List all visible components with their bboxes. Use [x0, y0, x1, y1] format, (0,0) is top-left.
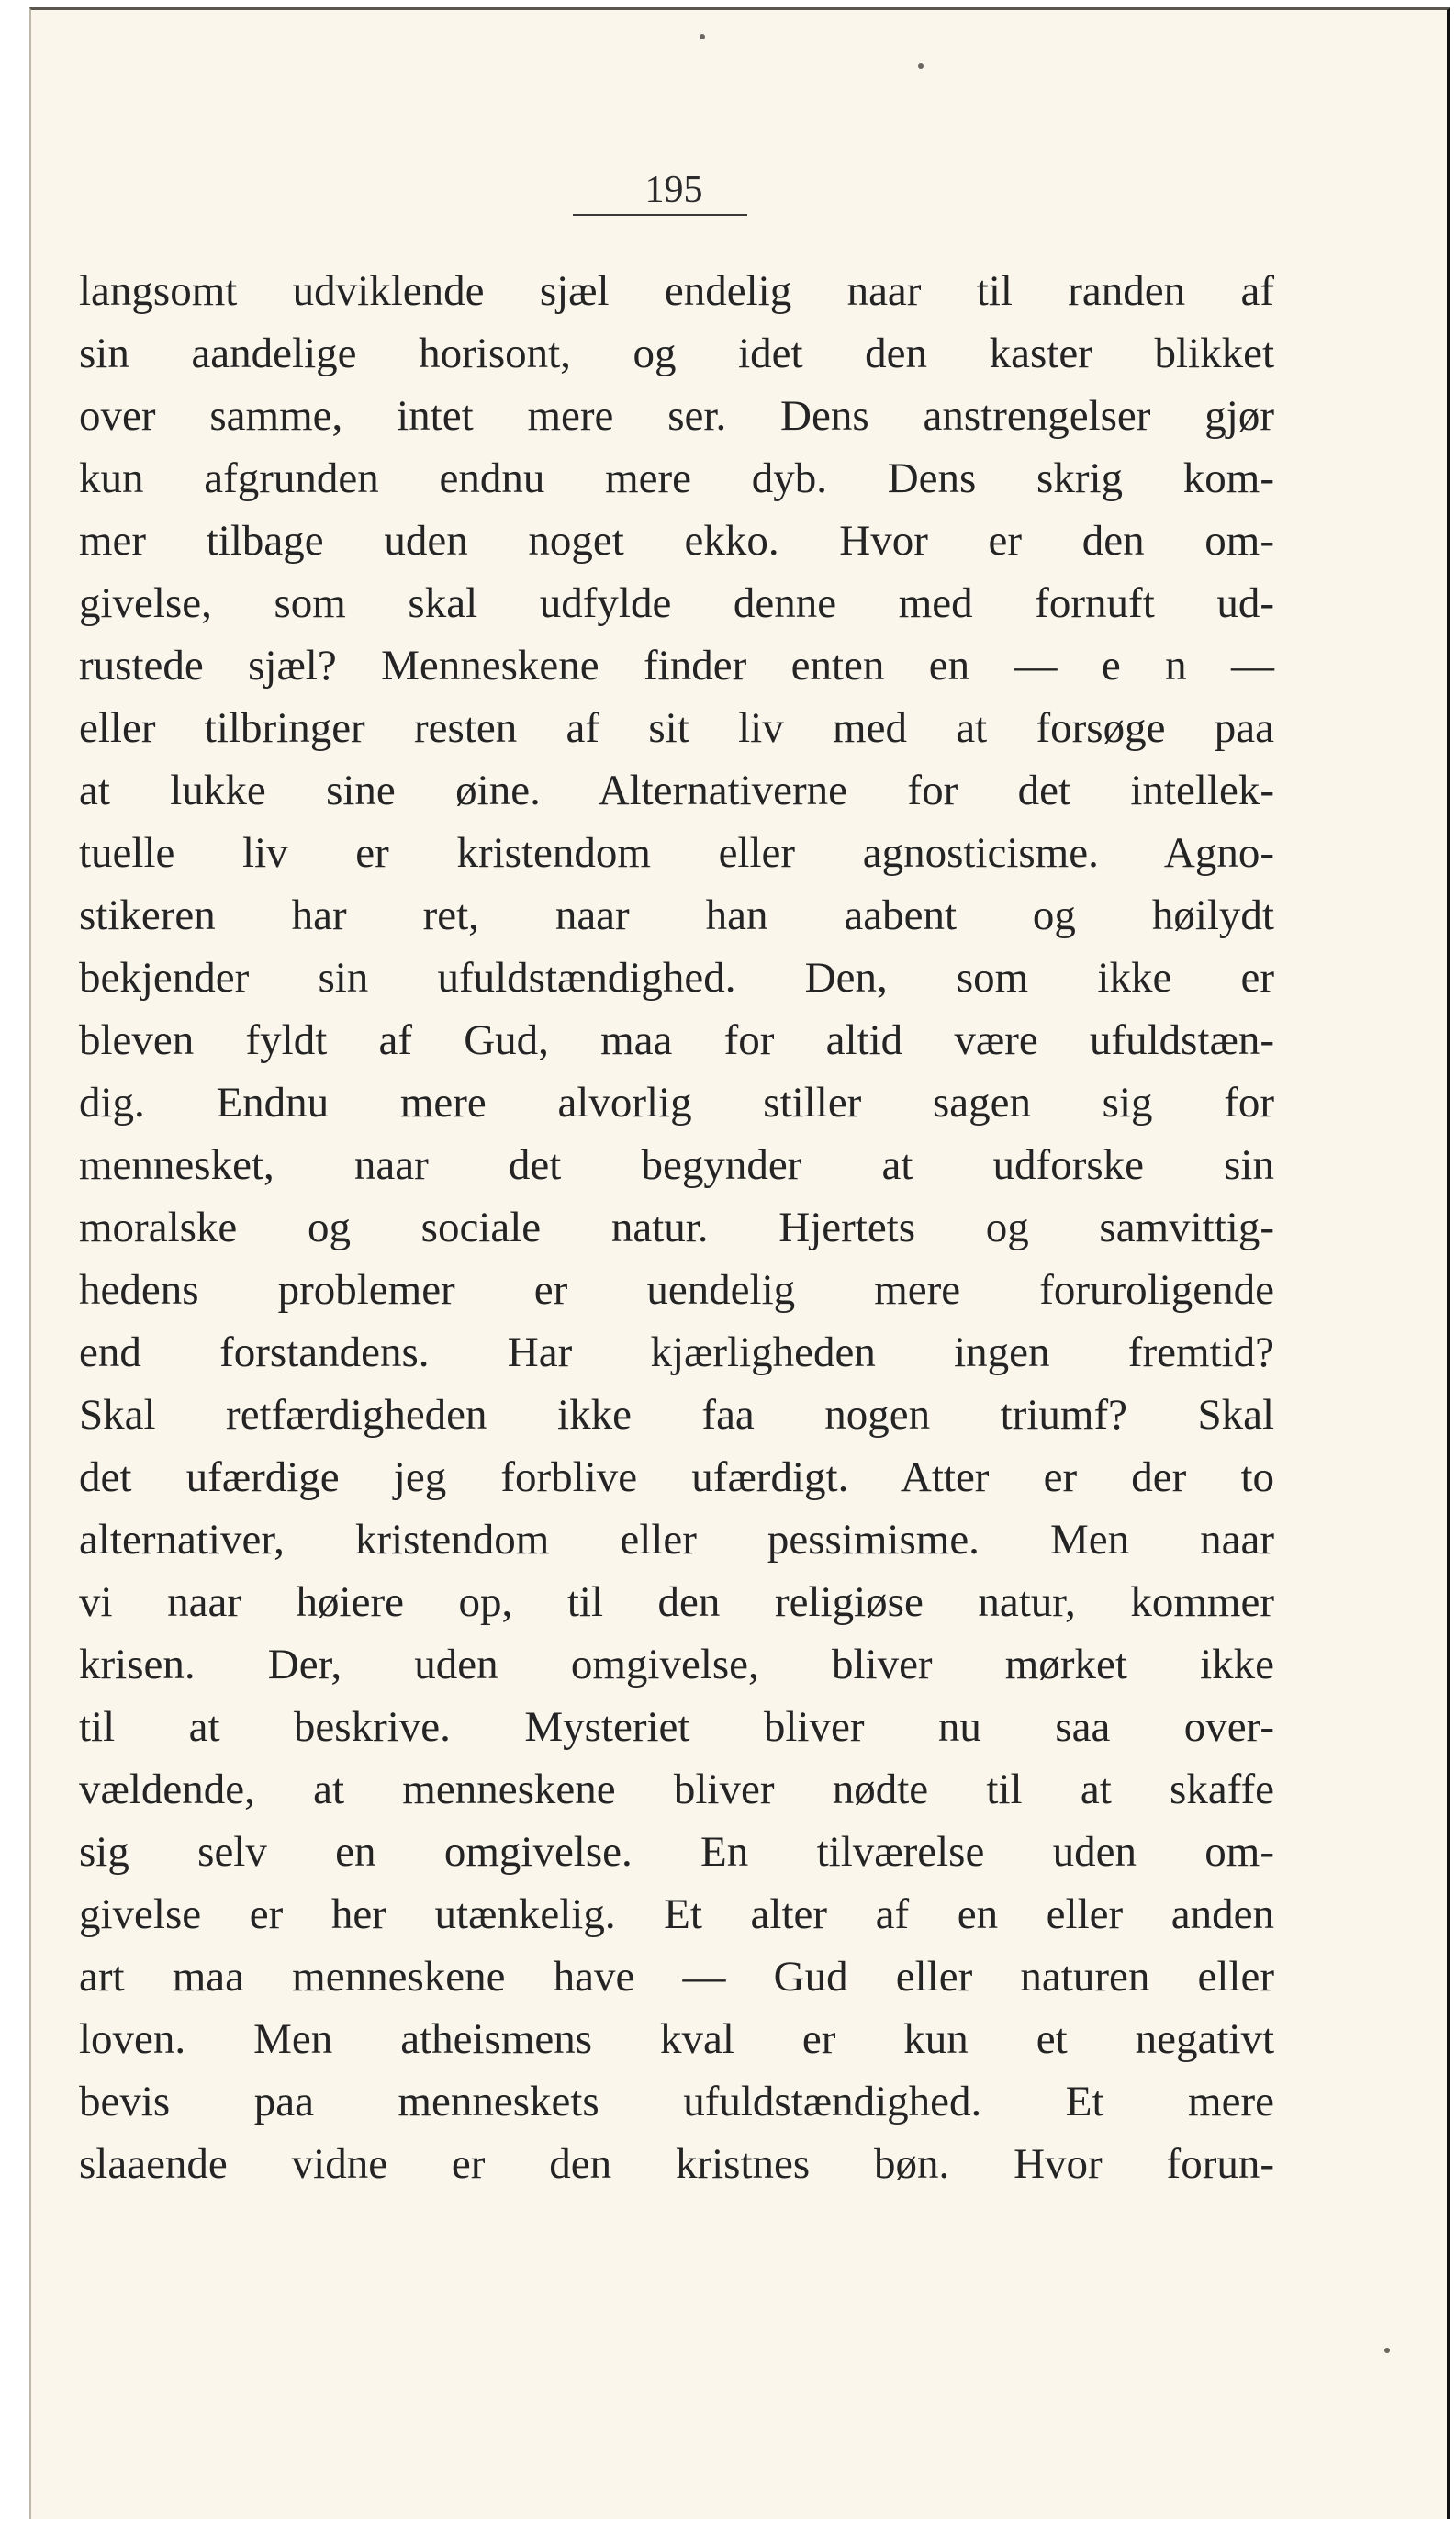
text-line: givelse er her utænkelig. Et alter af en eller anden — [79, 1890, 1274, 1938]
text-line: bevis paa menneskets ufuldstændighed. Et mere — [79, 2078, 1274, 2125]
text-line: givelse, som skal udfylde denne med fornuft ud- — [79, 579, 1274, 627]
text-line: kun afgrunden endnu mere dyb. Dens skrig kom- — [79, 454, 1274, 502]
text-line: krisen. Der, uden omgivelse, bliver mørket ikke — [79, 1641, 1274, 1688]
text-line: rustede sjæl? Menneskene finder enten en — e n — — [79, 642, 1274, 690]
text-line: bleven fyldt af Gud, maa for altid være ufuldstæn- — [79, 1016, 1274, 1064]
text-line: slaaende vidne er den kristnes bøn. Hvor forun- — [79, 2140, 1274, 2188]
text-line: vældende, at menneskene bliver nødte til at skaffe — [79, 1766, 1274, 1813]
text-line: moralske og sociale natur. Hjertets og samvittig- — [79, 1204, 1274, 1251]
paper-speck — [700, 34, 705, 39]
paper-speck — [1384, 2348, 1390, 2353]
text-line: at lukke sine øine. Alternativerne for det intellek- — [79, 767, 1274, 814]
page-number: 195 — [644, 169, 703, 211]
text-line: hedens problemer er uendelig mere foruroligende — [79, 1266, 1274, 1314]
text-line: bekjender sin ufuldstændighed. Den, som ikke er — [79, 954, 1274, 1002]
page-number-underline — [573, 214, 747, 216]
text-line: over samme, intet mere ser. Dens anstrengelser gjør — [79, 392, 1274, 440]
text-line: loven. Men atheismens kval er kun et negativt — [79, 2015, 1274, 2063]
text-line: langsomt udviklende sjæl endelig naar til randen af — [79, 267, 1274, 315]
text-line: eller tilbringer resten af sit liv med at forsøge paa — [79, 704, 1274, 752]
text-line: end forstandens. Har kjærligheden ingen fremtid? — [79, 1329, 1274, 1376]
text-line: stikeren har ret, naar han aabent og høilydt — [79, 891, 1274, 939]
text-line: Skal retfærdigheden ikke faa nogen triumf? Skal — [79, 1391, 1274, 1439]
book-page — [29, 7, 1450, 2519]
text-line: tuelle liv er kristendom eller agnosticisme. Agno- — [79, 829, 1274, 877]
text-line: alternativer, kristendom eller pessimisme. Men naar — [79, 1516, 1274, 1564]
text-line: mennesket, naar det begynder at udforske sin — [79, 1141, 1274, 1189]
text-line: vi naar høiere op, til den religiøse natur, kommer — [79, 1578, 1274, 1626]
paper-speck — [918, 63, 924, 69]
text-line: sin aandelige horisont, og idet den kaster blikket — [79, 330, 1274, 377]
page-text-body — [79, 260, 1274, 2195]
text-line: art maa menneskene have — Gud eller naturen eller — [79, 1953, 1274, 2001]
text-line: dig. Endnu mere alvorlig stiller sagen sig for — [79, 1079, 1274, 1127]
text-line: mer tilbage uden noget ekko. Hvor er den om- — [79, 517, 1274, 565]
text-line: til at beskrive. Mysteriet bliver nu saa over- — [79, 1703, 1274, 1751]
text-line: det ufærdige jeg forblive ufærdigt. Atter er der to — [79, 1453, 1274, 1501]
text-line: sig selv en omgivelse. En tilværelse uden om- — [79, 1828, 1274, 1876]
